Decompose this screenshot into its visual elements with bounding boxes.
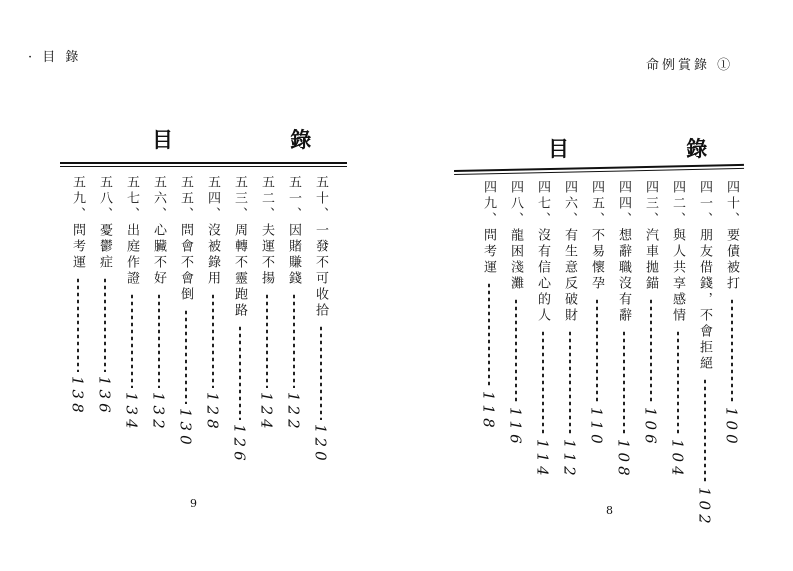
toc-entry[interactable] bbox=[691, 180, 718, 528]
toc-entry[interactable] bbox=[664, 180, 691, 528]
toc-entry-label: 四六、有生意反破財 bbox=[562, 180, 577, 324]
leader-dots bbox=[731, 298, 733, 403]
toc-entry-label: 五五、問會不會倒 bbox=[178, 175, 193, 303]
toc-entry-label: 五九、問考運 bbox=[70, 175, 85, 271]
running-head: · 目 錄 bbox=[28, 50, 82, 65]
toc-entry[interactable] bbox=[307, 175, 334, 465]
running-head: 命例賞錄 ① bbox=[646, 58, 734, 73]
toc-entry[interactable] bbox=[556, 180, 583, 528]
toc-entry-label: 四一、朋友借錢，不會拒絕 bbox=[697, 180, 712, 372]
toc-entry-page: 102 bbox=[695, 487, 714, 528]
toc-entry[interactable] bbox=[280, 175, 307, 465]
toc-entry-page: 112 bbox=[560, 439, 579, 480]
leader-dots bbox=[77, 277, 79, 372]
toc-entry[interactable] bbox=[637, 180, 664, 528]
toc-entry-page: 130 bbox=[176, 408, 195, 449]
page-number: 9 bbox=[190, 497, 197, 510]
toc-entry[interactable] bbox=[502, 180, 529, 528]
leader-dots bbox=[239, 325, 241, 420]
toc-entry-label: 四三、汽車拋錨 bbox=[643, 180, 658, 292]
leader-dots bbox=[704, 378, 706, 483]
toc-entry-page: 128 bbox=[203, 392, 222, 433]
leader-dots bbox=[623, 330, 625, 435]
toc-entry-page: 122 bbox=[284, 392, 303, 433]
toc-entry[interactable] bbox=[172, 175, 199, 465]
toc-entry-page: 106 bbox=[641, 407, 660, 448]
toc-entry-page: 118 bbox=[479, 391, 498, 432]
toc-title: 目 錄 bbox=[548, 136, 763, 161]
toc-entry[interactable] bbox=[583, 180, 610, 528]
toc-entry-page: 134 bbox=[122, 392, 141, 433]
toc-entry[interactable] bbox=[253, 175, 280, 465]
toc-entry[interactable] bbox=[475, 180, 502, 528]
title-rule bbox=[60, 162, 347, 167]
leader-dots bbox=[488, 282, 490, 387]
toc-entry-label: 五二、夫運不揚 bbox=[259, 175, 274, 287]
toc-entry-page: 124 bbox=[257, 392, 276, 433]
title-rule bbox=[454, 164, 744, 175]
toc-list bbox=[475, 180, 745, 528]
toc-entry-label: 四八、龍困淺灘 bbox=[508, 180, 523, 292]
leader-dots bbox=[515, 298, 517, 403]
toc-entry-label: 四九、問考運 bbox=[481, 180, 496, 276]
toc-entry-page: 138 bbox=[68, 376, 87, 417]
leader-dots bbox=[677, 330, 679, 435]
leader-dots bbox=[596, 298, 598, 403]
toc-entry-page: 120 bbox=[311, 424, 330, 465]
toc-entry-page: 100 bbox=[722, 407, 741, 448]
toc-entry[interactable] bbox=[226, 175, 253, 465]
toc-entry-label: 五十、一發不可收拾 bbox=[313, 175, 328, 319]
toc-entry-page: 110 bbox=[587, 407, 606, 448]
toc-entry-page: 104 bbox=[668, 439, 687, 480]
leader-dots bbox=[569, 330, 571, 435]
page-number: 8 bbox=[606, 504, 613, 517]
toc-entry[interactable] bbox=[118, 175, 145, 465]
toc-entry-label: 四七、沒有信心的人 bbox=[535, 180, 550, 324]
toc-entry-page: 116 bbox=[506, 407, 525, 448]
toc-entry-page: 136 bbox=[95, 376, 114, 417]
toc-entry-page: 114 bbox=[533, 439, 552, 480]
leader-dots bbox=[104, 277, 106, 372]
toc-entry-page: 126 bbox=[230, 424, 249, 465]
leader-dots bbox=[131, 293, 133, 388]
leader-dots bbox=[542, 330, 544, 435]
toc-list bbox=[64, 175, 334, 465]
leader-dots bbox=[320, 325, 322, 420]
toc-entry[interactable] bbox=[610, 180, 637, 528]
toc-entry[interactable] bbox=[199, 175, 226, 465]
right-page bbox=[396, 0, 793, 571]
toc-entry-label: 四四、想辭職沒有辭 bbox=[616, 180, 631, 324]
toc-title: 目 錄 bbox=[152, 127, 367, 152]
toc-entry-page: 132 bbox=[149, 392, 168, 433]
toc-entry-page: 108 bbox=[614, 439, 633, 480]
leader-dots bbox=[185, 309, 187, 404]
toc-entry-label: 四五、不易懷孕 bbox=[589, 180, 604, 292]
toc-entry[interactable] bbox=[529, 180, 556, 528]
toc-entry-label: 五三、周轉不靈跑路 bbox=[232, 175, 247, 319]
leader-dots bbox=[212, 293, 214, 388]
toc-entry-label: 四十、要債被打 bbox=[724, 180, 739, 292]
toc-entry-label: 四二、與人共享感情 bbox=[670, 180, 685, 324]
toc-entry[interactable] bbox=[718, 180, 745, 528]
toc-entry[interactable] bbox=[91, 175, 118, 465]
toc-entry[interactable] bbox=[64, 175, 91, 465]
toc-entry-label: 五八、憂鬱症 bbox=[97, 175, 112, 271]
toc-entry-label: 五六、心臟不好 bbox=[151, 175, 166, 287]
toc-entry[interactable] bbox=[145, 175, 172, 465]
toc-entry-label: 五四、沒被錄用 bbox=[205, 175, 220, 287]
leader-dots bbox=[266, 293, 268, 388]
leader-dots bbox=[158, 293, 160, 388]
toc-entry-label: 五一、因賭賺錢 bbox=[286, 175, 301, 287]
left-page bbox=[0, 0, 396, 571]
leader-dots bbox=[650, 298, 652, 403]
leader-dots bbox=[293, 293, 295, 388]
toc-entry-label: 五七、出庭作證 bbox=[124, 175, 139, 287]
